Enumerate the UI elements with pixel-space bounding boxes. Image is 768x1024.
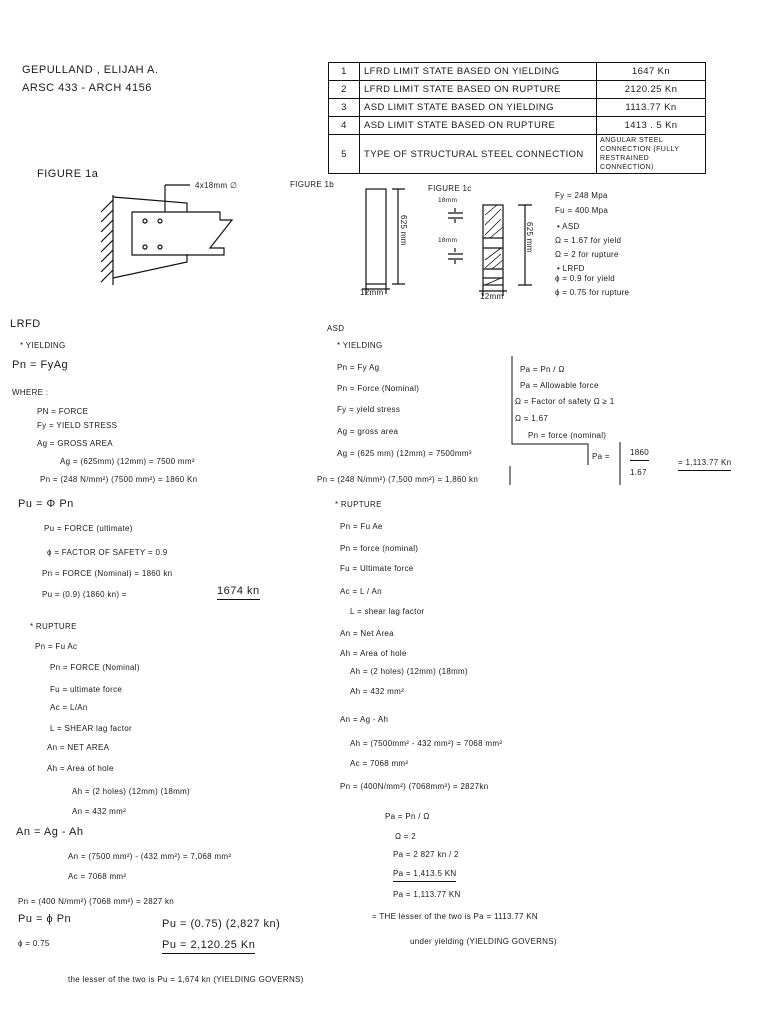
calc-line: Pn = FORCE (Nominal) <box>50 663 140 672</box>
pa-label: Pa = <box>592 452 610 461</box>
figure-1c-label: FIGURE 1c <box>428 184 472 193</box>
row-item: ASD LIMIT STATE BASED ON RUPTURE <box>360 117 597 135</box>
row-number: 1 <box>329 63 360 81</box>
calc-line: Pn = Fy Ag <box>337 363 380 372</box>
calc-line: Pu = FORCE (ultimate) <box>44 524 133 533</box>
calc-line: Ah = Area of hole <box>47 764 114 773</box>
note-line: • ASD <box>557 222 580 231</box>
calc-line: Ω = 2 <box>395 832 417 841</box>
calc-line: An = 432 mm² <box>72 807 127 816</box>
calc-line: Pn = Force (Nominal) <box>337 384 420 393</box>
calc-line: LRFD <box>10 318 41 330</box>
calc-line: Pn = (248 N/mm²) (7500 mm²) = 1860 Kn <box>40 475 198 484</box>
calc-line: Fu = Ultimate force <box>340 564 414 573</box>
pa-box-outline <box>0 0 768 500</box>
calc-line: ϕ = FACTOR OF SAFETY = 0.9 <box>47 548 168 557</box>
calc-result: Pa = 1,413.5 KN <box>393 867 456 882</box>
pa-denominator: 1.67 <box>630 468 647 477</box>
calc-line: Pn = Fu Ac <box>35 642 78 651</box>
calc-line: Pu = (0.75) (2,827 kn) <box>162 918 281 930</box>
calc-line: Pn = (400N/mm²) (7068mm²) = 2827kn <box>340 782 489 791</box>
box-line: Pn = force (nominal) <box>528 431 607 440</box>
row-number: 3 <box>329 99 360 117</box>
calc-line: Pa = 1,113.77 KN <box>393 890 461 899</box>
row-value: 2120.25 Kn <box>597 81 706 99</box>
calc-line: Ah = (2 holes) (12mm) (18mm) <box>350 667 468 676</box>
calc-line: Ag = (625 mm) (12mm) = 7500mm² <box>337 449 472 458</box>
calc-line: * YIELDING <box>20 341 66 350</box>
asd-conclusion: = THE lesser of the two is Pa = 1113.77 KN <box>372 912 539 921</box>
calc-line: Ac = 7068 mm² <box>68 872 127 881</box>
calc-line: Ag = (625mm) (12mm) = 7500 mm² <box>60 457 195 466</box>
calc-line: Ag = GROSS AREA <box>37 439 113 448</box>
calc-line: * YIELDING <box>337 341 383 350</box>
row-value: 1413 . 5 Kn <box>597 117 706 135</box>
row-item: TYPE OF STRUCTURAL STEEL CONNECTION <box>360 135 597 174</box>
calc-line: Ac = L / An <box>340 587 382 596</box>
note-line: ϕ = 0.9 for yield <box>555 274 616 283</box>
calc-line: PN = FORCE <box>37 407 89 416</box>
calc-line: L = SHEAR lag factor <box>50 724 132 733</box>
pa-numerator: 1860 <box>630 446 649 461</box>
row-number: 2 <box>329 81 360 99</box>
note-line: Fy = 248 Mpa <box>555 191 608 200</box>
box-line: Ω = Factor of safety Ω ≥ 1 <box>515 397 615 406</box>
calc-line: An = (7500 mm²) - (432 mm²) = 7,068 mm² <box>68 852 232 861</box>
calc-line: Ah = Area of hole <box>340 649 407 658</box>
row-item: ASD LIMIT STATE BASED ON YIELDING <box>360 99 597 117</box>
bolt-label: 4x18mm ∅ <box>195 181 238 190</box>
row-item: LFRD LIMIT STATE BASED ON RUPTURE <box>360 81 597 99</box>
figure-1b-width: 12mm <box>360 288 384 297</box>
calc-line: Pa = Pn / Ω <box>385 812 430 821</box>
calc-line: Pn = FORCE (Nominal) = 1860 kn <box>42 569 173 578</box>
calc-line: Pn = (248 N/mm²) (7,500 mm²) = 1,860 kn <box>317 475 479 484</box>
hole-1-label: 18mm <box>438 197 458 204</box>
note-line: Fu = 400 Mpa <box>555 206 609 215</box>
calc-line: ASD <box>327 324 345 333</box>
calc-line: Pn = (400 N/mm²) (7068 mm²) = 2827 kn <box>18 897 175 906</box>
calc-line: Pa = 2 827 kn / 2 <box>393 850 459 859</box>
calc-line: WHERE : <box>12 388 49 397</box>
asd-conclusion-note: under yielding (YIELDING GOVERNS) <box>410 937 557 946</box>
calc-line: Ah = (7500mm² - 432 mm²) = 7068 mm² <box>350 739 503 748</box>
calc-line: An = Net Area <box>340 629 394 638</box>
calc-line: Fy = yield stress <box>337 405 401 414</box>
calc-line: An = Ag - Ah <box>16 826 84 838</box>
figure-1c-height: 625 mm <box>525 222 534 253</box>
calc-line: Fy = YIELD STRESS <box>37 421 118 430</box>
calc-line: Ac = 7068 mm² <box>350 759 409 768</box>
row-value: 1647 Kn <box>597 63 706 81</box>
calc-line: Ag = gross area <box>337 427 399 436</box>
note-line: ϕ = 0.75 for rupture <box>555 288 630 297</box>
calc-result: Pu = 2,120.25 Kn <box>162 939 255 954</box>
figure-1b-label: FIGURE 1b <box>290 180 335 189</box>
figure-1c-width: 12mm <box>480 292 504 301</box>
note-line: Ω = 2 for rupture <box>555 250 619 259</box>
calc-line: Pu = ϕ Pn <box>18 913 72 925</box>
box-line: Pa = Allowable force <box>520 381 599 390</box>
calc-line: L = shear lag factor <box>350 607 425 616</box>
row-value: ANGULAR STEEL CONNECTION (FULLY RESTRAINED CONNECTION) <box>597 135 706 174</box>
calc-line: Pn = force (nominal) <box>340 544 419 553</box>
student-name: GEPULLAND , ELIJAH A. <box>22 64 159 76</box>
course-code: ARSC 433 - ARCH 4156 <box>22 82 152 94</box>
calc-line: Pn = FyAg <box>12 359 69 371</box>
row-item: LFRD LIMIT STATE BASED ON YIELDING <box>360 63 597 81</box>
pa-result: = 1,113.77 Kn <box>678 456 731 471</box>
hole-2-label: 18mm <box>438 237 458 244</box>
calc-line: Pu = Φ Pn <box>18 498 74 510</box>
lrfd-conclusion: the lesser of the two is Pu = 1,674 kn (YIELDING GOVERNS) <box>68 975 304 984</box>
figure-1b-height: 625 mm <box>399 215 408 246</box>
calc-line: * RUPTURE <box>30 622 77 631</box>
row-number: 4 <box>329 117 360 135</box>
calc-line: Ah = 432 mm² <box>350 687 405 696</box>
box-line: Pa = Pn / Ω <box>520 365 565 374</box>
calc-line: Ah = (2 holes) (12mm) (18mm) <box>72 787 190 796</box>
calc-result: 1674 kn <box>217 585 260 600</box>
note-line: • LRFD <box>557 264 585 273</box>
calc-line: * RUPTURE <box>335 500 382 509</box>
calc-line: Fu = ultimate force <box>50 685 123 694</box>
figure-1a-label: FIGURE 1a <box>37 168 99 180</box>
note-line: Ω = 1.67 for yield <box>555 236 622 245</box>
calc-line: Pu = (0.9) (1860 kn) = <box>42 590 127 599</box>
calc-line: An = Ag - Ah <box>340 715 389 724</box>
row-number: 5 <box>329 135 360 174</box>
calc-line: Ac = L/An <box>50 703 88 712</box>
row-value: 1113.77 Kn <box>597 99 706 117</box>
calc-line: Pn = Fu Ae <box>340 522 383 531</box>
calc-line: An = NET AREA <box>47 743 110 752</box>
box-line: Ω = 1.67 <box>515 414 549 423</box>
calc-line: ϕ = 0.75 <box>18 939 50 948</box>
